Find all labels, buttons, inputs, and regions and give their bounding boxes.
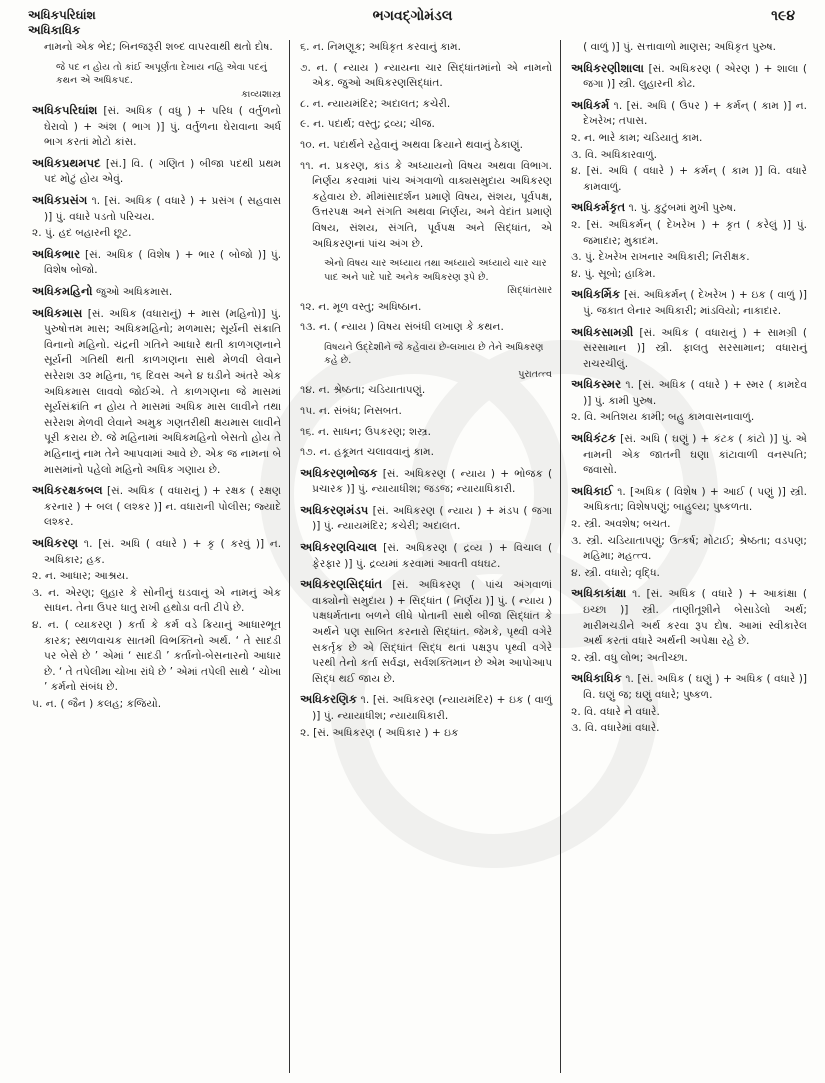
entry-headword: અધિકપ્રસંગ [32, 193, 88, 208]
entry-definition: ૧. [સં. અધિક ( વધારે ) + સ્મર ( કામદેવ )] પું. કામી પુરુષ. [583, 379, 808, 407]
column-middle [290, 40, 561, 1073]
dictionary-entry [32, 284, 281, 301]
entry-sense: ૧૩. ન. ( ન્યાય ) વિષય સંબંધી લખાણ કે કથન. [300, 321, 504, 334]
entry-definition: [સં. અધિક ( વધારાનું ) + સામગ્રી ( સરસામાન )] સ્ત્રી. ફાલતુ સરસામાન; વધારાનું રાચરચીલું. [583, 326, 807, 370]
dictionary-entry [571, 61, 807, 93]
page-number: ૧૯૪ [771, 8, 795, 24]
entry-definition: [સં. અધિક ( વધુ ) + પરિધ ( વર્તુળનો ઘેરાવો ) + અંશ ( ભાગ )] પું. વર્તુળના ઘેરાવાના અર્ધ ભાગ કરતાં મોટો કાંસ. [44, 105, 282, 149]
citation-source: કાવ્યશાસ્ત્ર [241, 88, 282, 100]
entry-sense: ૩. ન. એરણ; લુહાર કે સોનીનું ઘડવાનું એ નામનું એક સાધન. તેના ઉપર ધાતુ રાખી હથોડા વતી ટીપે છે. [32, 586, 282, 615]
entry-sense: ૩. પું. દેખરેખ રાખનાર અધિકારી; નિરીક્ષક. [571, 251, 750, 264]
citation-quote: એનો વિષય ચાર અધ્યાય તથા અધ્યાયે અધ્યાયે ચાર ચાર પાદ અને પાદે પાદે અનેક અધિકરણ રૂપે છે. સિદ્ધાંતસાર [324, 258, 553, 297]
running-title: ભગવદ્ગોમંડલ [372, 8, 453, 24]
entry-headword: અધિકરક્ષકબલ [32, 483, 103, 498]
page-header [0, 6, 825, 42]
dictionary-columns [22, 40, 815, 1073]
dictionary-entry [571, 586, 807, 666]
entry-definition: [સં. અધિ ( ઘણું ) + કંટક ( કાંટો )] પું. એ નામની એક જાતની ઘણા કાંટાવાળી વનસ્પતિ; જવાસો. [583, 433, 807, 477]
dictionary-entry [32, 247, 281, 279]
dictionary-entry [571, 484, 807, 582]
entry-definition: ૧. [સં. અધિક ( વધારે ) + પ્રસંગ ( સહવાસ )] પું. વધારે પડતો પરિચય. [44, 195, 282, 223]
dictionary-entry [571, 200, 807, 282]
entry-definition: ૧. [સં. અધિક ( ઘણું ) + અધિક ( વધારે )] વિ. ઘણું જ; ઘણું વધારે; પુષ્કળ. [583, 673, 807, 701]
entry-definition: જુઓ અધિકમાસ. [95, 286, 173, 299]
citation-source: પુરાતત્ત્વ [518, 368, 553, 380]
entry-sense: ૨. સ્ત્રી. અવશેષ; બચત. [571, 518, 671, 531]
entry-headword: અધિકરણીશાલા [571, 60, 644, 75]
entry-sense: ૪. પું. સૂબો; હાકિમ. [571, 267, 656, 280]
entry-sense: ૧૭. ન. હકૂમત ચલાવવાનું કામ. [300, 446, 435, 459]
entry-headword: અધિકરણમંડપ [300, 502, 369, 517]
continued-entry: ( વાળું )] પું. સત્તાવાળો માણસ; અધિકૃત પુરુષ. [583, 41, 777, 53]
entry-headword: અધિકાઈ [571, 483, 613, 498]
entry-definition: [સં. અધિકર્મન્ ( દેખરેખ ) + ઇક ( વાળું )] પું. જકાત લેનાર અધિકારી; માંડવિયો; નાકાદાર. [583, 289, 807, 317]
entry-sense: ૭. ન. ( ન્યાય ) ન્યાયના ચાર સિદ્ધાંતમાંનો એ નામનો એક. જુઓ અધિકરણસિદ્ધાંત. [300, 61, 553, 90]
entry-sense: ૧૫. ન. સંબંધ; નિસબત. [300, 404, 402, 417]
entry-definition: [સં. અધિક ( વધારાનું ) + રક્ષક ( રક્ષણ કરનાર ) + બલ ( લશ્કર )] ન. વધારાની પોલીસ; જ્યાદે લશ્કર. [44, 485, 282, 529]
entry-sense: ૨. સ્ત્રી. વધુ લોભ; અતીચ્છા. [571, 651, 688, 664]
dictionary-entry [300, 540, 552, 572]
entry-definition: [સં. અધિકરણ ( ન્યાય ) + ભોજક ( પ્રચારક )] પું. ન્યાયાધીશ; જડજ; ન્યાયાધિકારી. [312, 467, 553, 496]
entry-sense: ૨. ન. આધાર; આશ્રય. [32, 570, 129, 583]
entry-definition: ૧. [સં. અધિકરણ (ન્યાયમંદિર) + ઇક ( વાળું )] પું. ન્યાયાધીશ; ન્યાયાધિકારી. [312, 694, 553, 722]
entry-headword: અધિકર્મકૃત [571, 200, 626, 215]
dictionary-entry [300, 503, 552, 535]
entry-definition: ૧. [સં. અધિ ( ઉપર ) + કર્મન્ ( કામ )] ન. દેખરેખ; તપાસ. [583, 99, 807, 128]
entry-headword: અધિકમહિનો [32, 284, 93, 299]
entry-definition: [સં. અધિકરણ ( દ્રવ્ય ) + વિચાલ ( ફેરફાર )] પું. દ્રવ્યમાં કરવામાં આવતી વધઘટ. [312, 542, 553, 570]
dictionary-entry [32, 306, 281, 479]
entry-sense: ૧૦. ન. પદાર્થને રહેવાનું અથવા ક્રિયાને થવાનું ઠેકાણું. [300, 138, 524, 151]
entry-definition: ૧. પું. કુટુંબમાં મુખી પુરુષ. [628, 202, 737, 215]
entry-definition: [સં. અધિક (વધારાનું) + માસ (મહિનો)] પું. પુરુષોત્તમ માસ; અધિકમહિનો; મળમાસ; સૂર્યની સંક્રાતિ વિનાનો મહિનો. ચંદ્રની ગતિને આધારે થતી કાળગણનાને સૂર્યની ગતિથી થતી કાળગણના સાથે મેળવી લેવાને સરેરાશ ૩૨ મહિના, ૧૬ દિવસ અને ૪ ઘડીને અંતરે એક અધિકમાસ લાવવો જોઈએ. તે કાળગણના જે માસમાં સૂર્યસંક્રાંતિ ન હોય તે માસમાં અધિક માસ લાવીને તથા સરેરાશ મેળવી લેવાને અમુક ગણતરીથી ક્ષયમાસ લાવીને પૂરી કરાય છે. જે મહિનામાં અધિકમહિનો બેસતો હોય તે મહિનાનું નામ તેને આપવામાં આવે છે. એક જ નામના બે માસમાંનો પહેલો મહિનો અધિક ગણાય છે. [44, 307, 282, 476]
entry-sense: ૪. [સં. અધિ ( વધારે ) + કર્મન્ ( કામ )] વિ. વધારે કામવાળું. [571, 165, 807, 193]
entry-sense: ૨. [સં. અધિકરણ ( અધિકાર ) + ઇક [300, 726, 459, 739]
entry-sense: ૪. ન. ( વ્યાકરણ ) કર્તા કે કર્મ વડે ક્રિયાનું આધારભૂત કારક; સ્થળવાચક સાતમી વિભક્તિનો અર્થ. ‘ તે સાદડી પર બેસે છે ’ એમાં ‘ સાદડી ’ કર્તાનો-બેસનારનો આધાર છે. ‘ તે તપેલીમા ચોખા રાંધે છે ’ એમાં તપેલી સાથે ‘ ચોખા ’ કર્મનો સંબંધ છે. [32, 618, 282, 694]
citation-quote: વિષયને ઉદ્દેશીને જે કહેવાય છે-લખાય છે તેને અધિકરણ કહે છે. પુરાતત્ત્વ [324, 341, 553, 380]
entry-headword: અધિકપરિઘાંશ [32, 103, 98, 118]
dictionary-entry [571, 325, 807, 373]
entry-sense: ૧૪. ન. શ્રેષ્ઠતા; ચડિયાતાપણું. [300, 384, 426, 397]
entry-sense: ૬. ન. નિમણૂક; અધિકૃત કરવાનું કામ. [300, 41, 461, 53]
dictionary-entry [571, 377, 807, 426]
entry-sense: ૩. વિ. અધિકારવાળું. [571, 148, 657, 161]
entry-headword: અધિકરણભોજક [300, 465, 378, 480]
guide-last-word: અધિકાધિક [28, 23, 81, 37]
entry-sense: ૨. [સં. અધિકર્મન્ ( દેખરેખ ) + કૃત ( કરેલું )] પું. જમાદાર; મુકાદમ. [571, 218, 807, 247]
entry-sense: ૨. વિ. અતિશય કામી; બહુ કામવાસનાવાળું. [571, 411, 755, 424]
column-right [561, 40, 815, 1073]
entry-headword: અધિકર્મ [571, 97, 610, 112]
entry-headword: અધિકર્મિક [571, 287, 621, 302]
citation-source: સિદ્ધાંતસાર [507, 285, 553, 297]
entry-definition: [સં. અધિકરણ ( ન્યાય ) + મંડપ ( જગા )] પું. ન્યાયમંદિર; કચેરી; અદાલત. [312, 504, 553, 533]
dictionary-entry [32, 193, 281, 242]
column-left [22, 40, 290, 1073]
entry-sense: ૧૬. ન. સાધન; ઉપકરણ; શસ્ત્ર. [300, 425, 431, 438]
guide-first-word: અધિકપરિઘાંશ [28, 8, 96, 22]
entry-definition: ૧. [સં. અધિક ( વધારે ) + આકાંક્ષા ( ઇચ્છા )] સ્ત્રી. તાણીતૂશીને બેસાડેલો અર્થ; મારીમચડીને અર્થ કરવા રૂપ દોષ. આમાં સ્વીકારેલ અર્થ કરતાં વધારે અર્થની અપેક્ષા રહે છે. [583, 588, 807, 648]
entry-sense: ૨. ન. ભારે કામ; ચડિયાતું કામ. [571, 131, 703, 144]
dictionary-entry [300, 692, 552, 741]
entry-sense: ૩. સ્ત્રી. ચડિયાતાપણું; ઉત્કર્ષ; મોટાઈ; શ્રેષ્ઠતા; વડપણ; મહિમા; મહત્ત્વ. [571, 534, 807, 563]
entry-definition: [સં. અધિકરણ ( પાંચ અંગવાળાં વાક્યોનો સમુદાય ) + સિદ્ધાંત ( નિર્ણય )] પું. ( ન્યાય ) પક્ષધર્મતાના બળને લીધે પોતાની સાથે બીજા સિદ્ધાંત કે અર્થને પણ સાબિત કરનારો સિદ્ધાંત. જેમકે, પૃથ્વી વગેરે સકર્તૃક છે એ સિદ્ધાંત સિદ્ધ થતાં પક્ષરૂપ પૃથ્વી વગેરે પરથી તેનો કર્તા સર્વજ્ઞ, સર્વશક્તિમાન છે એમ આપોઆપ સિદ્ધ થઈ જાય છે. [312, 579, 553, 685]
entry-headword: અધિકંટક [571, 431, 617, 446]
entry-definition: ૧. [સં. અધિ ( વધારે ) + કૃ ( કરવું )] ન. અધિકાર; હક. [44, 537, 282, 566]
entry-headword: અધિકાધિક [571, 671, 622, 686]
entry-headword: અધિકભાર [32, 246, 81, 261]
dictionary-entry [300, 466, 552, 498]
entry-headword: અધિકરણિક [300, 692, 358, 707]
entry-definition: ૧. [અધિક ( વિશેષ ) + આઈ ( પણું )] સ્ત્રી. અધિકતા; વિશેષપણું; બાહુલ્ય; પુષ્કળતા. [583, 485, 807, 514]
dictionary-entry [32, 536, 281, 713]
citation-quote: જે પદ ન હોય તો કાંઈ અપૂર્ણતા દેખાય નહિ એવા પદનું કથન એ અધિકપદ. કાવ્યશાસ્ત્ર [56, 61, 282, 100]
entry-sense: ૮. ન. ન્યાયમંદિર; અદાલત; કચેરી. [300, 97, 451, 110]
continued-entry: નામનો એક ભેદ; બિનજરૂરી શબ્દ વાપરવાથી થતો દોષ. [44, 41, 273, 53]
entry-sense: ૯. ન. પદાર્થ; વસ્તુ; દ્રવ્ય; ચીજ. [300, 118, 435, 131]
entry-headword: અધિકરણવિચાલ [300, 540, 377, 555]
entry-sense: ૫. ન. ( જૈન ) કલહ; કજિયો. [32, 697, 162, 710]
dictionary-entry [571, 431, 807, 479]
entry-headword: અધિકસ્મર [571, 377, 622, 392]
entry-headword: અધિકરણસિદ્ધાંત [300, 577, 383, 592]
dictionary-entry [32, 156, 281, 188]
entry-headword: અધિકપ્રથમપદ [32, 155, 101, 170]
entry-definition: [સં. અધિક ( વિશેષ ) + ભાર ( બોજો )] પું. વિશેષ બોજો. [44, 248, 282, 277]
entry-definition: [સં.] વિ. ( ગણિત ) બીજા પદથી પ્રથમ પદ મોટું હોય એવું. [44, 157, 282, 186]
entry-sense: ૩. વિ. વધારેમાં વધારે. [571, 722, 660, 735]
entry-headword: અધિકરણ [32, 535, 79, 550]
entry-sense: ૨. પું. હદ બહારની છૂટ. [32, 227, 132, 240]
dictionary-entry [300, 577, 552, 687]
entry-definition: [સં. અધિકરણ ( એરણ ) + શાલા ( જગા )] સ્ત્રી. લુહારની કોઢ. [583, 62, 807, 91]
entry-sense: ૨. વિ. વધારે ને વધારે. [571, 705, 660, 718]
dictionary-entry [32, 103, 281, 151]
entry-sense: ૪. સ્ત્રી. વધારો; વૃદ્ધિ. [571, 566, 660, 579]
dictionary-entry [571, 98, 807, 196]
entry-headword: અધિકાકાંક્ષા [571, 586, 627, 601]
dictionary-entry [571, 671, 807, 736]
dictionary-entry [571, 287, 807, 319]
dictionary-entry [32, 483, 281, 531]
entry-headword: અધિકમાસ [32, 305, 83, 320]
entry-sense: ૧૨. ન. મૂળ વસ્તુ; અધિષ્ઠાન. [300, 300, 422, 313]
entry-headword: અધિકસામગ્રી [571, 324, 634, 339]
entry-sense: ૧૧. ન. પ્રકરણ, કાંડ કે અધ્યાયનો વિષય અથવા વિભાગ. નિર્ણય કરવામાં પાંચ અંગવાળો વાક્યસમુદાય અધિકરણ કહેવાય છે. મીમાંસાદર્શન પ્રમાણે વિષય, સંશય, પૂર્વપક્ષ, ઉત્તરપક્ષ અને સંગતિ અથવા નિર્ણય, અને વેદાંત પ્રમાણે વિષય, સંશય, સંગતિ, પૂર્વપક્ષ અને સિદ્ધાંત, એ અધિકરણનાં પાંચ અંગ છે. [300, 159, 553, 250]
